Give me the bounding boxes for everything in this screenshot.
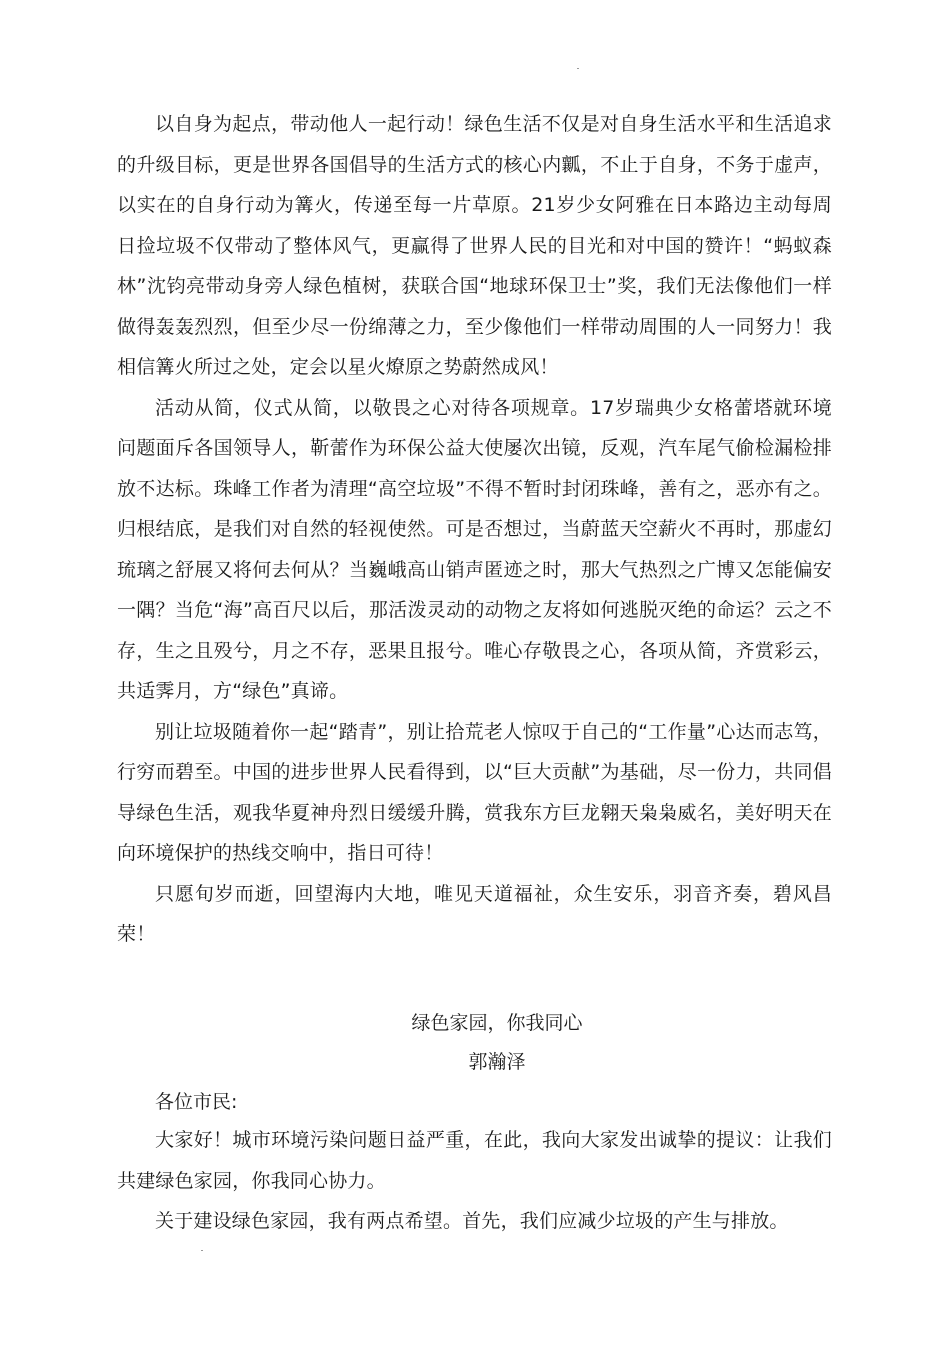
paragraph-closing-wish: 只愿旬岁而逝，回望海内大地，唯见天道福祉，众生安乐，羽音齐奏，碧风昌荣！ (117, 882, 832, 945)
salutation: 各位市民: (155, 1091, 238, 1113)
paragraph-lead-by-example: 以自身为起点，带动他人一起行动！绿色生活不仅是对自身生活水平和生活追求的升级目标，更是世界各国倡导的生活方式的核心内瓤，不止于自身，不务于虚声，以实在的自身行动为篝火，传递至每一片草原。21岁少女阿雅在日本路边主动每周日捡垃圾不仅带动了整体风气，更赢得了世界人民的目光和对中国的赞许！“蚂蚁森林”沈钧亮带动身旁人绿色植树，获联合国“地球环保卫士”奖，我们无法像他们一样做得轰轰烈烈，但至少尽一份绵薄之力，至少像他们一样带动周围的人一同努力！我相信篝火所过之处，定会以星火燎原之势蔚然成风！ (117, 113, 832, 378)
scan-speck (577, 68, 579, 69)
paragraph-greeting-proposal: 大家好！城市环境污染问题日益严重，在此，我向大家发出诚挚的提议：让我们共建绿色家园，你我同心协力。 (117, 1129, 832, 1192)
letter-body (117, 1120, 832, 1242)
essay-body (117, 104, 832, 955)
paragraph-two-hopes: 关于建设绿色家园，我有两点希望。首先，我们应减少垃圾的产生与排放。 (155, 1210, 789, 1232)
paragraph-no-litter: 别让垃圾随着你一起“踏青”，别让拾荒老人惊叹于自己的“工作量”心达而志笃，行穷而碧至。中国的进步世界人民看得到，以“巨大贡献”为基础，尽一份力，共同倡导绿色生活，观我华夏神舟烈日缓缓升腾，赏我东方巨龙翱天枭枭威名，美好明天在向环境保护的热线交响中，指日可待！ (117, 720, 832, 864)
paragraph-reverence: 活动从简，仪式从简，以敬畏之心对待各项规章。17岁瑞典少女格蕾塔就环境问题面斥各国领导人，靳蕾作为环保公益大使屡次出镜，反观，汽车尾气偷检漏检排放不达标。珠峰工作者为清理“高空垃圾”不得不暂时封闭珠峰，善有之，恶亦有之。归根结底，是我们对自然的轻视使然。可是否想过，当蔚蓝天空薪火不再时，那虚幻琉璃之舒展又将何去何从？当巍峨高山销声匿迹之时，那大气热烈之广博又怎能偏安一隅？当危“海”高百尺以后，那活泼灵动的动物之友将如何逃脱灭绝的命运？云之不存，生之且殁兮，月之不存，恶果且报兮。唯心存敬畏之心，各项从简，齐赏彩云，共适霁月，方“绿色”真谛。 (117, 396, 832, 702)
article-author: 郭瀚泽 (468, 1051, 526, 1073)
scan-speck (201, 1250, 203, 1251)
article-title: 绿色家园，你我同心 (411, 1012, 583, 1034)
